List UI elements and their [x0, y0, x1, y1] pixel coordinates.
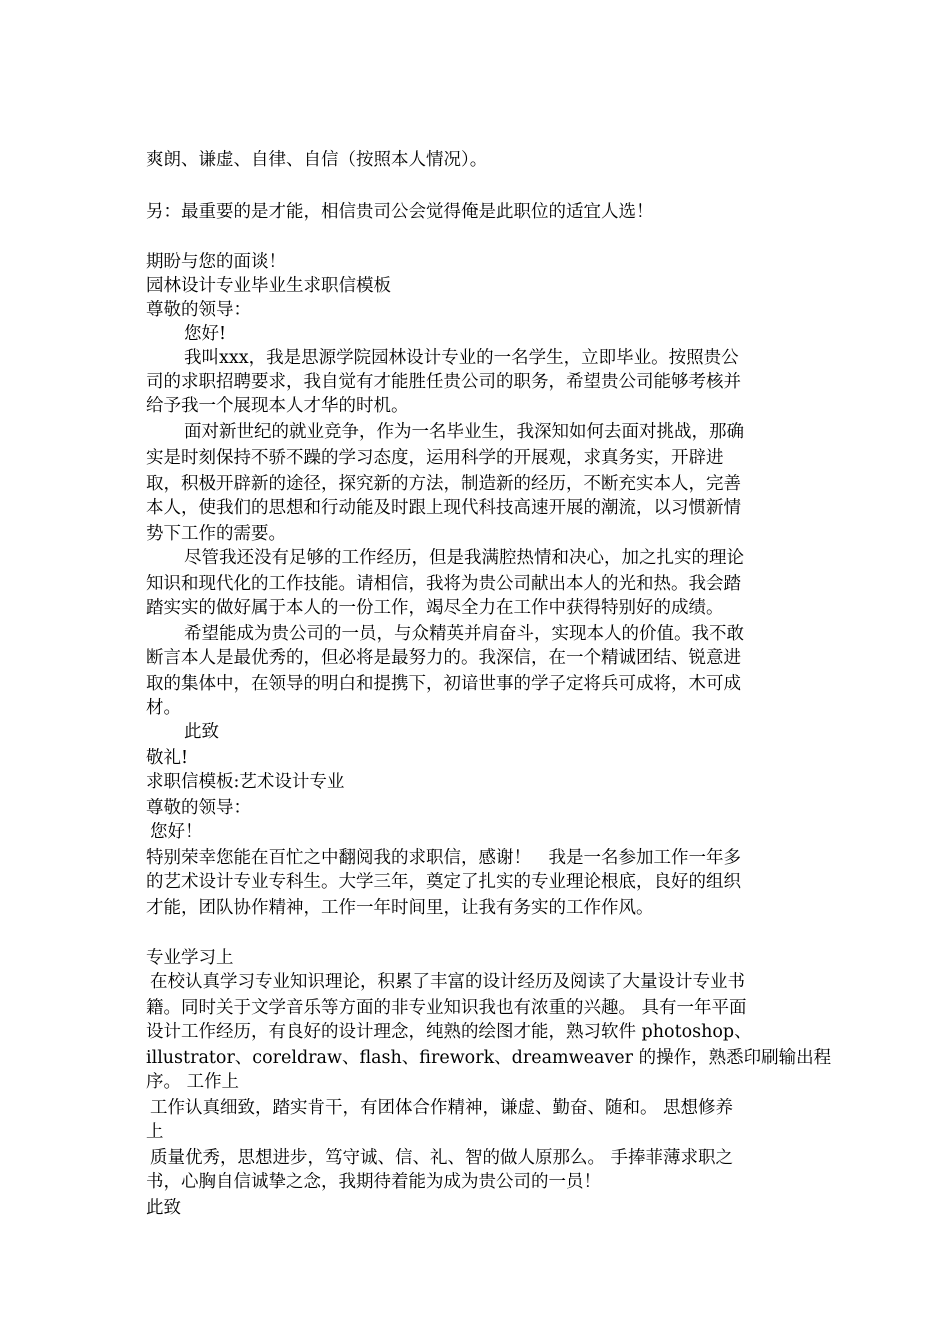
salutation: 尊敬的领导：: [146, 798, 251, 818]
text-line: illustrator、coreldraw、flash、firework、dreamweaver 的操作，熟悉印刷输出程: [146, 1048, 832, 1068]
text-line: 势下工作的需要。: [146, 524, 286, 544]
text-line: 我叫xxx，我是思源学院园林设计专业的一名学生，立即毕业。按照贵公: [184, 348, 739, 368]
closing: 此致: [184, 722, 219, 742]
closing: 敬礼!: [146, 748, 189, 768]
section-heading: 专业学习上: [146, 948, 234, 968]
text-line: 设计工作经历，有良好的设计理念，纯熟的绘图才能，熟习软件 photoshop、: [146, 1022, 752, 1042]
text-line: 本人，使我们的思想和行动能及时跟上现代科技高速开展的潮流，以习惯新情: [146, 498, 741, 518]
text-line: 给予我一个展现本人才华的时机。: [146, 396, 409, 416]
document-heading: 园林设计专业毕业生求职信模板: [146, 276, 391, 296]
text-line: 爽朗、谦虚、自律、自信（按照本人情况）。: [146, 150, 488, 170]
text-line: 质量优秀，思想进步，笃守诚、信、礼、智的做人原那么。 手捧菲薄求职之: [150, 1148, 734, 1168]
text-line: 知识和现代化的工作技能。请相信，我将为贵公司献出本人的光和热。我会踏: [146, 574, 741, 594]
text-line: 司的求职招聘要求，我自觉有才能胜任贵公司的职务，希望贵公司能够考核并: [146, 372, 741, 392]
text-line: 面对新世纪的就业竞争，作为一名毕业生，我深知如何去面对挑战，那确: [184, 422, 744, 442]
text-line: 上: [146, 1122, 164, 1142]
text-line: 书，心胸自信诚挚之念，我期待着能为成为贵公司的一员！: [146, 1172, 601, 1192]
text-line: 尽管我还没有足够的工作经历，但是我满腔热情和决心，加之扎实的理论: [184, 548, 744, 568]
salutation: 尊敬的领导：: [146, 300, 251, 320]
closing: 此致: [146, 1198, 181, 1218]
text-line: 另：最重要的是才能，相信贵司公会觉得俺是此职位的适宜人选！: [146, 202, 654, 222]
text-line: 期盼与您的面谈！: [146, 252, 286, 272]
text-line: 才能，团队协作精神，工作一年时间里，让我有务实的工作作风。: [146, 898, 654, 918]
text-line: 取的集体中，在领导的明白和提携下，初谙世事的学子定将兵可成将，木可成: [146, 674, 741, 694]
text-line: 希望能成为贵公司的一员，与众精英并肩奋斗，实现本人的价值。我不敢: [184, 624, 744, 644]
text-line: 踏实实的做好属于本人的一份工作，竭尽全力在工作中获得特别好的成绩。: [146, 598, 724, 618]
text-line: 特别荣幸您能在百忙之中翻阅我的求职信，感谢！ 我是一名参加工作一年多: [146, 848, 741, 868]
text-line: 实是时刻保持不骄不躁的学习态度，运用科学的开展观，求真务实，开辟进: [146, 448, 724, 468]
text-line: 取，积极开辟新的途径，探究新的方法，制造新的经历，不断充实本人，完善: [146, 474, 741, 494]
text-line: 籍。同时关于文学音乐等方面的非专业知识我也有浓重的兴趣。 具有一年平面: [146, 998, 747, 1018]
text-line: 材。: [146, 698, 181, 718]
text-line: 工作认真细致，踏实肯干，有团体合作精神，谦虚、勤奋、随和。 思想修养: [150, 1098, 734, 1118]
text-line: 的艺术设计专业专科生。大学三年，奠定了扎实的专业理论根底，良好的组织: [146, 872, 741, 892]
document-heading: 求职信模板:艺术设计专业: [146, 772, 345, 792]
text-line: 在校认真学习专业知识理论，积累了丰富的设计经历及阅读了大量设计专业书: [150, 972, 745, 992]
text-line: 序。 工作上: [146, 1072, 240, 1092]
greeting: 您好!: [184, 324, 227, 344]
text-line: 断言本人是最优秀的，但必将是最努力的。我深信，在一个精诚团结、锐意进: [146, 648, 741, 668]
greeting: 您好！: [150, 822, 203, 842]
